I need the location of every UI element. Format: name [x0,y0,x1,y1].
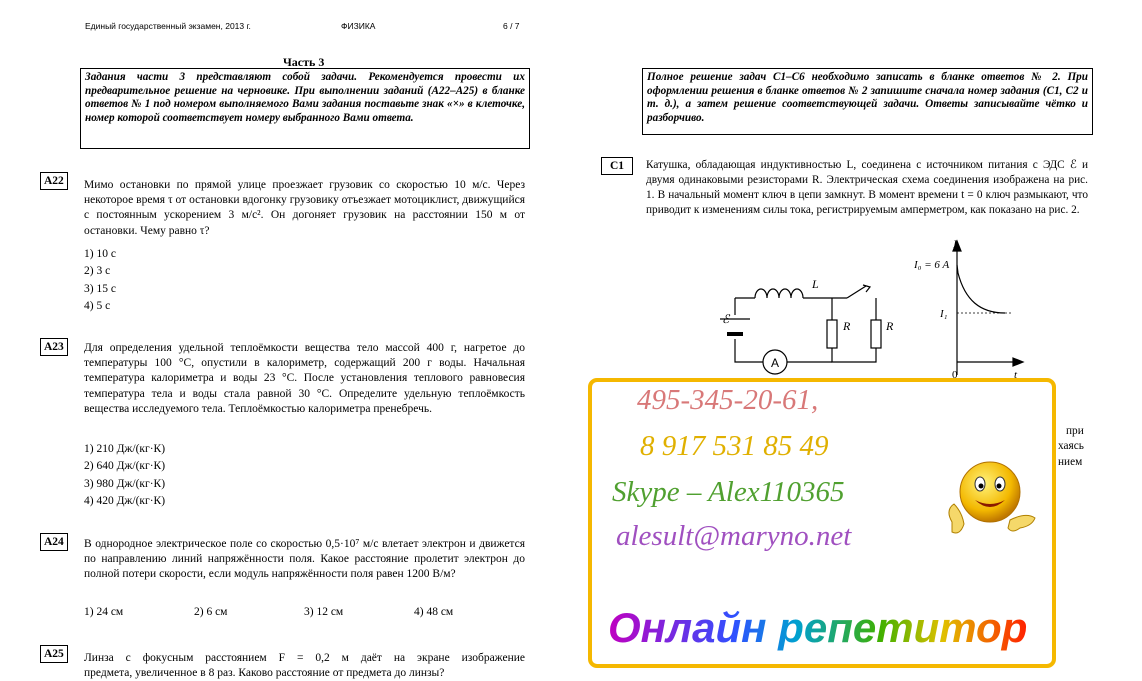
c-instructions: Полное решение задач С1–С6 необходимо записать в бланке ответов № 2. При оформлении решения в бланке ответов № 2 запишите сначала номер задания (С1, С2 и т. д.), а затем решение соответствующей задачи. Ответы записывайте чётко и разборчиво. [642,68,1093,135]
option: 2) 3 с [84,265,111,278]
resistor-label-2: R [886,319,894,333]
inductor-coil [755,289,803,298]
emf-label: ℰ [722,312,730,326]
circuit-diagram [700,270,910,378]
option: 3) 12 см [304,606,344,618]
option: 4) 48 см [414,606,454,618]
header-left: Единый государственный экзамен, 2013 г. [85,21,251,31]
part-title: Часть 3 [283,55,325,69]
resistor-1 [827,320,837,348]
question-text-a22: Мимо остановки по прямой улице проезжает грузовик со скоростью 10 м/с. Через некоторое время τ от остановки вдогонку грузовику отъезжает мотоциклист, движущийся с постоянным ускорением 3 м/с². Он догоняет грузовик на расстоянии 150 м от остановки. Чему равно τ? [84,179,525,237]
smiley-thumbs-up-icon [940,452,1040,557]
option: 1) 10 с [84,248,116,260]
wire [735,339,763,362]
ammeter-label: A [771,356,780,370]
question-label-a25: А25 [40,645,68,663]
question-label-a22: А22 [40,172,68,190]
question-text-a23: Для определения удельной теплоёмкости вещества тело массой 400 г, нагретое до температуры 100 °С, опустили в калориметр, содержащий 200 г воды. Начальная температура калориметра и воды 23 °С. После установления теплового равновесия температура тела и воды стала равной 30 °С. Определите удельную теплоёмкость вещества исследуемого тела. Теплоёмкостью калориметра пренебречь. [84,342,525,415]
question-text-a24: В однородное электрическое поле со скоростью 0,5·10⁷ м/с влетает электрон и движется по направлению линий напряжённости поля. Какое расстояние пролетит электрон до полной потери скорости, если модуль напряжённости поля равен 1200 В/м? [84,538,525,581]
origin-label: 0 [952,369,958,378]
switch-blade [847,286,866,298]
i1-label: I₁ [940,308,948,320]
i0-label: I₀ = 6 A [914,259,950,271]
y-axis-label: I [953,237,957,251]
question-label-a23: А23 [40,338,68,356]
c1-fragment: нием [1058,456,1083,468]
option: 3) 980 Дж/(кг·К) [84,477,166,490]
x-axis-arrow [1013,358,1023,366]
option: 3) 15 с [84,282,116,295]
option: 2) 6 см [194,606,228,618]
c1-fragment: хаясь [1058,440,1084,452]
c1-fragment: при [1066,425,1084,437]
option: 1) 210 Дж/(кг·К) [84,443,166,455]
option: 4) 420 Дж/(кг·К) [84,495,166,508]
ad-phone-1: 495-345-20-61, [637,384,819,416]
question-text-a25-line2: предмета, увеличенное в 8 раз. Каково расстояние от предмета до линзы? [84,667,445,679]
x-axis-label: t [1014,369,1018,378]
option: 4) 5 с [84,300,111,313]
options-a23 [84,441,165,511]
switch-arrow [863,285,870,292]
resistor-2 [871,320,881,348]
inductor-label: L [812,277,819,291]
ad-skype: Skype – Alex110365 [612,476,845,508]
resistor-label-1: R [843,319,851,333]
question-label-c1: С1 [601,157,633,175]
ad-email[interactable]: alesult@maryno.net [616,520,852,552]
options-a22 [84,246,116,316]
option: 2) 640 Дж/(кг·К) [84,460,166,473]
wire [832,348,876,362]
current-graph [905,235,1035,378]
part-instructions: Задания части 3 представляют собой задачи. Рекомендуется провести их предварительное решение на черновике. При выполнении заданий (А22–А25) в бланке ответов № 1 под номером выполняемого Вами задания поставьте знак «×» в клеточке, номер которой соответствует номеру выбранного Вами ответа. [80,68,530,149]
question-text-c1: Катушка, обладающая индуктивностью L, соединена с источником питания с ЭДС ℰ и двумя одинаковыми резисторами R. Электрическая схема соединения изображена на рис. 1. В начальный момент ключ в цепи замкнут. В момент времени t = 0 ключ размыкают, что приводит к изменениям силы тока, регистрируемым амперметром, как показано на рис. 2. [646,159,1088,216]
option: 1) 24 см [84,606,124,618]
header-page: 6 / 7 [503,21,520,31]
tutor-ad-banner[interactable] [588,378,1056,668]
current-curve [957,265,1005,313]
ad-phone-2: 8 917 531 85 49 [640,430,829,462]
question-text-a25: Линза с фокусным расстоянием F = 0,2 м даёт на экране изображение [84,652,525,664]
question-label-a24: А24 [40,533,68,551]
ad-slogan: Онлайн репетитор [608,604,1028,651]
header-subject: ФИЗИКА [341,21,376,31]
